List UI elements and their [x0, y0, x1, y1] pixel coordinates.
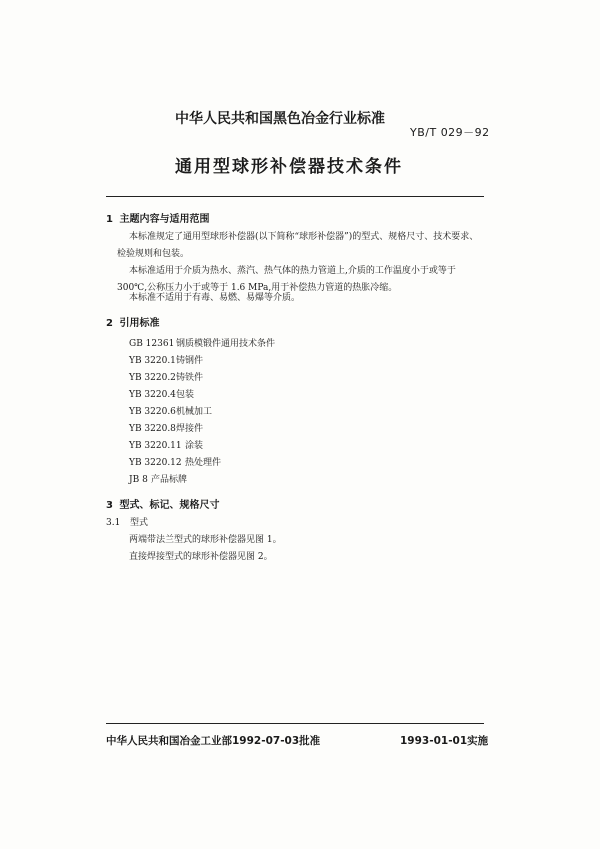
section-1-paragraph-1: 本标准规定了通用型球形补偿器(以下简称“球形补偿器”)的型式、规格尺寸、技术要求、检验规则和包装。 — [117, 232, 479, 259]
reference-item — [129, 455, 221, 468]
section-number: 2 — [106, 318, 113, 329]
reference-item — [129, 421, 203, 434]
subsection-line: 两端带法兰型式的球形补偿器见图 1。 — [129, 535, 282, 545]
header-divider — [106, 196, 484, 197]
reference-title: 铸钢件 — [176, 356, 204, 366]
reference-code: YB 3220.4 — [129, 390, 176, 400]
reference-title: 热处理件 — [185, 458, 222, 468]
subsection-line: 直接焊接型式的球形补偿器见图 2。 — [129, 552, 273, 562]
section-number: 3 — [106, 500, 113, 511]
reference-item — [129, 404, 212, 417]
reference-item — [129, 353, 203, 366]
issuer-title: 中华人民共和国黑色冶金行业标准 — [175, 111, 385, 127]
reference-title: 铸铁件 — [176, 373, 204, 383]
reference-title: 产品标牌 — [151, 475, 188, 485]
reference-item — [129, 370, 203, 383]
implementation-date: 1993-01-01实施 — [400, 735, 489, 747]
reference-code: GB 12361 — [129, 339, 175, 349]
reference-title: 钢质模锻件通用技术条件 — [176, 339, 276, 349]
subsection-title: 型式 — [130, 518, 149, 528]
reference-title: 焊接件 — [176, 424, 204, 434]
approval-line: 中华人民共和国冶金工业部1992-07-03批准 — [106, 735, 321, 747]
reference-title: 包装 — [176, 390, 195, 400]
reference-code: YB 3220.1 — [129, 356, 176, 366]
reference-code: YB 3220.2 — [129, 373, 176, 383]
reference-item — [129, 438, 203, 451]
reference-code: YB 3220.8 — [129, 424, 176, 434]
section-1-heading — [106, 210, 209, 225]
section-3-heading — [106, 496, 219, 511]
footer-divider — [106, 723, 484, 724]
reference-item — [129, 472, 187, 485]
section-title: 引用标准 — [119, 318, 160, 329]
reference-title: 涂装 — [185, 441, 204, 451]
reference-title: 机械加工 — [176, 407, 213, 417]
subsection-number: 3.1 — [106, 518, 121, 528]
section-title: 型式、标记、规格尺寸 — [119, 500, 220, 511]
section-2-heading — [106, 314, 159, 329]
standard-code: YB/T 029－92 — [410, 126, 490, 139]
reference-code: YB 3220.11 — [129, 441, 182, 451]
reference-item — [129, 336, 275, 349]
reference-code: JB 8 — [129, 475, 148, 485]
section-1-paragraph-3: 本标准不适用于有毒、易燃、易爆等介质。 — [129, 293, 301, 303]
section-title: 主题内容与适用范围 — [119, 214, 210, 225]
reference-item — [129, 387, 194, 400]
reference-code: YB 3220.6 — [129, 407, 176, 417]
document-title: 通用型球形补偿器技术条件 — [175, 157, 403, 177]
reference-code: YB 3220.12 — [129, 458, 182, 468]
subsection-3-1-heading — [106, 515, 148, 532]
section-number: 1 — [106, 214, 113, 225]
section-1-paragraph-2: 本标准适用于介质为热水、蒸汽、热气体的热力管道上,介质的工作温度小于或等于 300℃,公称压力小于或等于 1.6 MPa,用于补偿热力管道的热胀冷缩。 — [117, 266, 456, 293]
